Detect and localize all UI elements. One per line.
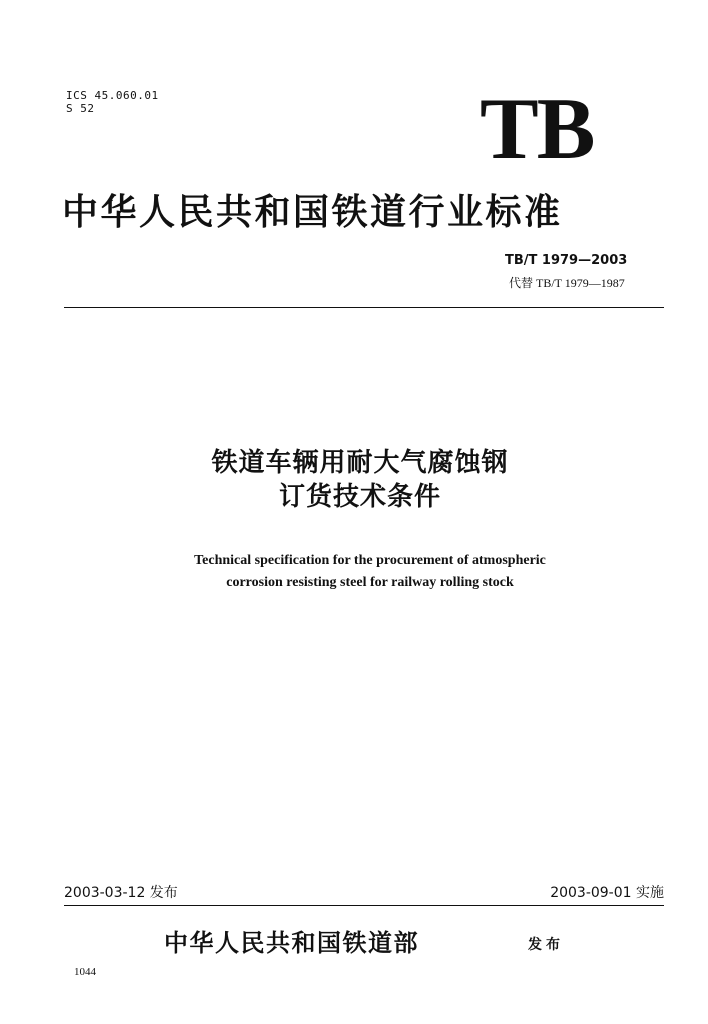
standard-type-title: 中华人民共和国铁道行业标准	[62, 191, 563, 233]
implementation-date: 2003-09-01 实施	[550, 885, 664, 901]
issue-date: 2003-03-12 发布	[64, 885, 178, 901]
bottom-divider	[64, 905, 664, 906]
replaces-standard: 代替 TB/T 1979—1987	[509, 276, 625, 290]
category-code: S 52	[66, 102, 95, 115]
classification-codes	[66, 89, 159, 115]
title-zh-line2: 订货技术条件	[278, 482, 441, 512]
title-en-line1: Technical specification for the procurement of atmospheric	[194, 553, 546, 568]
publisher-suffix: 发布	[528, 937, 564, 953]
title-en-line2: corrosion resisting steel for railway rolling stock	[226, 575, 514, 590]
page-number: 1044	[74, 966, 96, 978]
standard-number: TB/T 1979—2003	[505, 253, 628, 268]
title-zh-line1: 铁道车辆用耐大气腐蚀钢	[211, 448, 509, 478]
top-divider	[64, 307, 664, 308]
document-title-zh	[100, 446, 620, 514]
ics-code: ICS 45.060.01	[66, 89, 159, 102]
document-title-en	[120, 550, 620, 594]
publisher-name: 中华人民共和国铁道部	[164, 928, 419, 957]
tb-logo: TB	[480, 81, 594, 178]
